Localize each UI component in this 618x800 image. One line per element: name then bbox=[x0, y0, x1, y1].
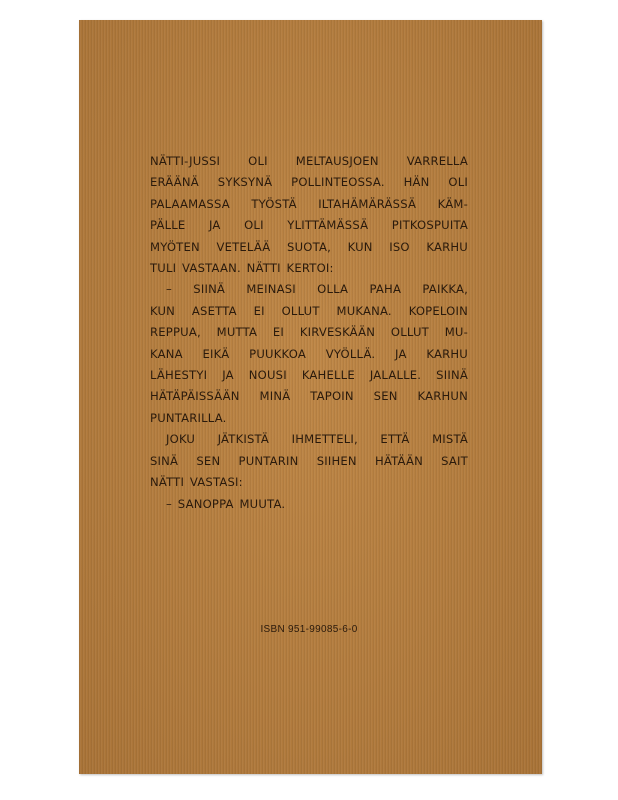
word: SIINÄ bbox=[436, 368, 468, 383]
word: MINÄ bbox=[259, 389, 291, 404]
word: TULI bbox=[150, 261, 177, 276]
word: ETTÄ bbox=[380, 432, 410, 447]
isbn-number: ISBN 951-99085-6-0 bbox=[260, 624, 358, 635]
word: OLLUT bbox=[390, 325, 429, 340]
word: SIINÄ bbox=[193, 282, 226, 297]
word: KIRVESKÄÄN bbox=[299, 325, 376, 340]
word: VASTAAN. bbox=[182, 261, 241, 276]
word: PÄLLE bbox=[150, 218, 186, 233]
word: SEN bbox=[373, 389, 398, 404]
word: TAPOIN bbox=[310, 389, 354, 404]
word: ASETTA bbox=[191, 303, 237, 318]
word: MYÖTEN bbox=[150, 239, 200, 254]
word: JALALLE. bbox=[369, 368, 422, 383]
word: MU- bbox=[444, 325, 468, 340]
word: PUNTARILLA. bbox=[150, 410, 227, 425]
text-line bbox=[150, 194, 468, 215]
word: KERTOI: bbox=[286, 261, 334, 276]
text-line bbox=[150, 258, 468, 279]
word: OLI bbox=[448, 175, 468, 190]
word: MUTTA bbox=[216, 325, 258, 340]
word: MUKANA. bbox=[336, 303, 392, 318]
word: VASTASI: bbox=[189, 475, 243, 490]
word: VETELÄÄ bbox=[216, 239, 271, 254]
word: KAHELLE bbox=[301, 368, 355, 383]
word: REPPUA, bbox=[150, 325, 201, 340]
word: OLLUT bbox=[281, 303, 320, 318]
word: SEN bbox=[196, 453, 221, 468]
word: HÄTÄPÄISSÄÄN bbox=[150, 389, 240, 404]
text-line bbox=[150, 429, 468, 450]
word: NOUSI bbox=[248, 368, 287, 383]
text-line bbox=[150, 365, 468, 386]
word: PITKOSPUITA bbox=[391, 218, 468, 233]
word: YLITTÄMÄSSÄ bbox=[287, 218, 369, 233]
word: EI bbox=[253, 303, 265, 318]
word: OLI bbox=[244, 218, 264, 233]
word: SAIT bbox=[441, 453, 468, 468]
word: SUOTA, bbox=[287, 239, 331, 254]
word: ISO bbox=[389, 239, 410, 254]
text-line bbox=[150, 172, 468, 193]
word: – bbox=[166, 496, 172, 511]
word: LÄHESTYI bbox=[150, 368, 208, 383]
text-line bbox=[150, 472, 468, 493]
word: JA bbox=[395, 346, 407, 361]
word: KOPELOIN bbox=[408, 303, 468, 318]
word: KARHU bbox=[426, 239, 468, 254]
word: HÄTÄÄN bbox=[374, 453, 423, 468]
word: IHMETTELI, bbox=[291, 432, 358, 447]
word: EI bbox=[272, 325, 285, 340]
word: TYÖSTÄ bbox=[251, 196, 297, 211]
word: KARHU bbox=[426, 346, 468, 361]
word: ILTAHÄMÄRÄSSÄ bbox=[318, 196, 417, 211]
word: KANA bbox=[150, 346, 183, 361]
text-line bbox=[150, 151, 468, 172]
word: KUN bbox=[150, 303, 176, 318]
word: PAHA bbox=[369, 282, 402, 297]
word: EIKÄ bbox=[202, 346, 230, 361]
word: MUUTA. bbox=[239, 496, 286, 511]
word: KARHUN bbox=[417, 389, 468, 404]
text-line bbox=[150, 344, 468, 365]
text-line bbox=[150, 279, 468, 300]
word: JOKU bbox=[166, 432, 196, 447]
word: VARRELLA bbox=[406, 154, 468, 168]
text-line bbox=[150, 237, 468, 258]
word: ERÄÄNÄ bbox=[150, 175, 199, 190]
word: NÄTTI-JUSSI bbox=[150, 154, 221, 168]
word: OLI bbox=[248, 154, 268, 168]
word: JÄTKISTÄ bbox=[217, 432, 270, 447]
story-text bbox=[150, 151, 468, 515]
word: PUUKKOA bbox=[249, 346, 306, 361]
word: SANOPPA bbox=[177, 496, 234, 511]
text-line bbox=[150, 494, 468, 515]
word: KUN bbox=[347, 239, 373, 254]
word: PUNTARIN bbox=[238, 453, 299, 468]
word: JA bbox=[209, 218, 221, 233]
text-line bbox=[150, 386, 468, 407]
word: – bbox=[166, 282, 172, 297]
word: OLLA bbox=[317, 282, 349, 297]
word: POLLINTEOSSA. bbox=[291, 175, 385, 190]
word: VYÖLLÄ. bbox=[325, 346, 376, 361]
word: MEINASI bbox=[246, 282, 296, 297]
word: PAIKKA, bbox=[422, 282, 468, 297]
word: NÄTTI bbox=[246, 261, 281, 276]
text-line bbox=[150, 322, 468, 343]
word: PALAAMASSA bbox=[150, 196, 230, 211]
word: SYKSYNÄ bbox=[217, 175, 273, 190]
word: MELTAUSJOEN bbox=[295, 154, 379, 168]
text-line bbox=[150, 215, 468, 236]
text-line bbox=[150, 451, 468, 472]
word: SINÄ bbox=[150, 453, 179, 468]
word: NÄTTI bbox=[150, 475, 185, 490]
word: HÄN bbox=[403, 175, 430, 190]
text-line bbox=[150, 408, 468, 429]
word: MISTÄ bbox=[432, 432, 468, 447]
word: KÄM- bbox=[437, 196, 468, 211]
word: SIIHEN bbox=[316, 453, 357, 468]
word: JA bbox=[222, 368, 234, 383]
text-line bbox=[150, 301, 468, 322]
